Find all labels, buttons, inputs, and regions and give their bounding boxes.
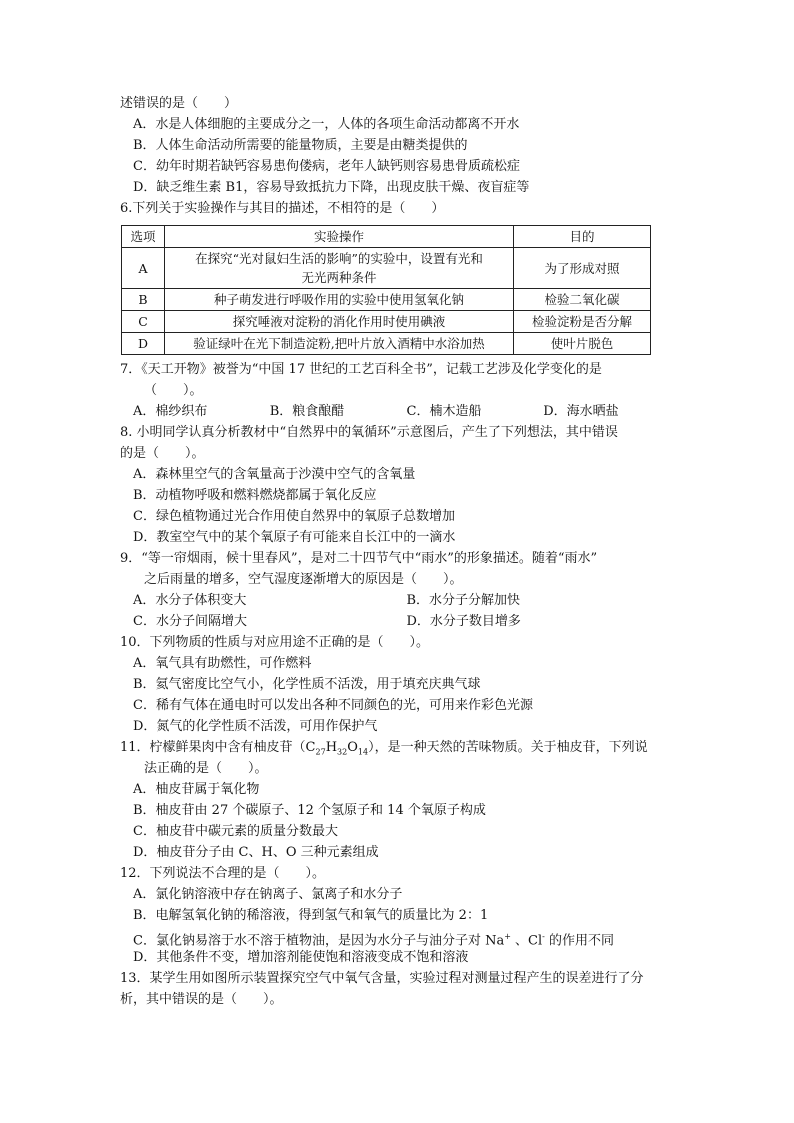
q11-stem-part: ），是一种天然的苦味物质。关于柚皮苷，下列说 xyxy=(368,740,648,755)
q12-option-c-part: 的作用不同 xyxy=(544,933,615,949)
q9-option-b: B．水分子分解加快 xyxy=(406,593,521,608)
table-row xyxy=(122,311,651,333)
q7-option-d: D．海水晒盐 xyxy=(543,404,619,419)
table-row xyxy=(122,248,651,289)
q8-stem-cont: 的是（ ）。 xyxy=(120,446,205,461)
table-row xyxy=(122,289,651,311)
row-option: B xyxy=(122,289,165,311)
row-option: A xyxy=(122,248,165,289)
exam-page xyxy=(120,93,680,1010)
row-operation xyxy=(165,248,514,289)
formula-element: H xyxy=(325,740,338,755)
row-operation: 种子萌发进行呼吸作用的实验中使用氢氧化钠 xyxy=(165,289,514,311)
q10-option-a: A．氧气具有助燃性，可作燃料 xyxy=(133,656,312,671)
q12-option-c xyxy=(120,926,680,947)
formula-subscript: 27 xyxy=(315,747,326,757)
q7-option-b: B．粮食酿醋 xyxy=(269,404,345,419)
q7-option-c: C．楠木造船 xyxy=(406,404,482,419)
ion-charge: + xyxy=(504,932,511,941)
q12-option-b: B．电解氢氧化钠的稀溶液，得到氢气和氧气的质量比为 2：1 xyxy=(133,908,489,923)
q5-option-b: B．人体生命活动所需要的能量物质，主要是由糖类提供的 xyxy=(133,138,468,153)
q7-stem: 7．《天工开物》被誉为“中国 17 世纪的工艺百科全书”，记载工艺涉及化学变化的是 xyxy=(120,362,602,377)
q9-options-row2 xyxy=(120,611,680,632)
table-header-row xyxy=(122,226,651,248)
row-purpose: 检验二氧化碳 xyxy=(514,289,651,311)
q6-stem: 6.下列关于实验操作与其目的描述，不相符的是（ ） xyxy=(120,201,445,216)
row-option: D xyxy=(122,333,165,355)
formula-element: O xyxy=(347,740,358,755)
q5-option-c: C．幼年时期若缺钙容易患佝偻病，老年人缺钙则容易患骨质疏松症 xyxy=(133,159,520,174)
q7-stem-cont: （ ）。 xyxy=(144,383,203,398)
row-option: C xyxy=(122,311,165,333)
q8-option-c: C．绿色植物通过光合作用使自然界中的氧原子总数增加 xyxy=(133,509,455,524)
q10-option-b: B．氦气密度比空气小，化学性质不活泼，用于填充庆典气球 xyxy=(133,677,481,692)
q12-option-d: D．其他条件不变，增加溶剂能使饱和溶液变成不饱和溶液 xyxy=(133,950,469,965)
q9-stem: 9．“等一帘烟雨，候十里春风”，是对二十四节气中“雨水”的形象描述。随着“雨水” xyxy=(120,551,598,566)
row-operation-line: 无光两种条件 xyxy=(301,270,377,285)
q7-options xyxy=(120,401,680,422)
q9-option-d: D．水分子数目增多 xyxy=(406,614,521,629)
header-option: 选项 xyxy=(122,226,165,248)
formula-subscript: 14 xyxy=(357,747,369,757)
q9-stem-cont: 之后雨量的增多，空气湿度逐渐增大的原因是（ ）。 xyxy=(144,572,463,587)
q10-option-d: D．氮气的化学性质不活泼，可用作保护气 xyxy=(133,719,378,734)
q12-option-a: A．氯化钠溶液中存在钠离子、氯离子和水分子 xyxy=(133,887,403,902)
q11-option-a: A．柚皮苷属于氧化物 xyxy=(133,782,260,797)
q10-option-c: C．稀有气体在通电时可以发出各种不同颜色的光，可用来作彩色光源 xyxy=(133,698,533,713)
table-row xyxy=(122,333,651,355)
q5-option-d: D．缺乏维生素 B1，容易导致抵抗力下降，出现皮肤干燥、夜盲症等 xyxy=(133,180,530,195)
q9-options-row1 xyxy=(120,590,680,611)
q11-option-b: B．柚皮苷由 27 个碳原子、12 个氢原子和 14 个氧原子构成 xyxy=(133,803,486,818)
q5-stem-tail: 述错误的是（ ） xyxy=(120,96,238,111)
q12-option-c-part: C．氯化钠易溶于水不溶于植物油，是因为水分子与油分子对 Na xyxy=(133,933,505,949)
q12-option-c-part: 、Cl xyxy=(510,933,543,949)
q11-stem xyxy=(120,737,680,758)
q9-option-a: A．水分子体积变大 xyxy=(133,593,247,608)
q13-stem-cont: 析，其中错误的是（ ）。 xyxy=(120,992,283,1007)
row-operation-line: 在探究“光对鼠妇生活的影响”的实验中，设置有光和 xyxy=(195,251,483,266)
header-purpose: 目的 xyxy=(514,226,651,248)
q6-table xyxy=(121,225,651,355)
q10-stem: 10．下列物质的性质与对应用途不正确的是（ ）。 xyxy=(120,635,430,650)
q11-option-c: C．柚皮苷中碳元素的质量分数最大 xyxy=(133,824,338,839)
q11-stem-part: 11．柠檬鲜果肉中含有柚皮苷（C xyxy=(120,740,316,755)
q8-option-b: B．动植物呼吸和燃料燃烧都属于氧化反应 xyxy=(133,488,377,503)
row-purpose: 使叶片脱色 xyxy=(514,333,651,355)
q11-option-d: D．柚皮苷分子由 C、H、O 三种元素组成 xyxy=(133,845,379,860)
q9-option-c: C．水分子间隔增大 xyxy=(133,614,247,629)
formula-subscript: 32 xyxy=(337,747,348,757)
header-operation: 实验操作 xyxy=(165,226,514,248)
row-operation: 探究唾液对淀粉的消化作用时使用碘液 xyxy=(165,311,514,333)
q8-stem: 8. 小明同学认真分析教材中“自然界中的氧循环”示意图后，产生了下列想法，其中错误 xyxy=(120,425,618,440)
q5-option-a: A．水是人体细胞的主要成分之一，人体的各项生命活动都离不开水 xyxy=(133,117,520,132)
row-operation: 验证绿叶在光下制造淀粉,把叶片放入酒精中水浴加热 xyxy=(165,333,514,355)
q8-option-a: A．森林里空气的含氧量高于沙漠中空气的含氧量 xyxy=(133,467,416,482)
row-purpose: 为了形成对照 xyxy=(514,248,651,289)
q7-option-a: A．棉纱织布 xyxy=(133,404,208,419)
q8-option-d: D．教室空气中的某个氧原子有可能来自长江中的一滴水 xyxy=(133,530,456,545)
q11-stem-cont: 法正确的是（ ）。 xyxy=(144,761,268,776)
q12-stem: 12．下列说法不合理的是（ ）。 xyxy=(120,866,326,881)
q13-stem: 13．某学生用如图所示装置探究空气中氧气含量，实验过程对测量过程产生的误差进行了分 xyxy=(120,971,644,986)
row-purpose: 检验淀粉是否分解 xyxy=(514,311,651,333)
ion-charge: - xyxy=(542,932,545,941)
